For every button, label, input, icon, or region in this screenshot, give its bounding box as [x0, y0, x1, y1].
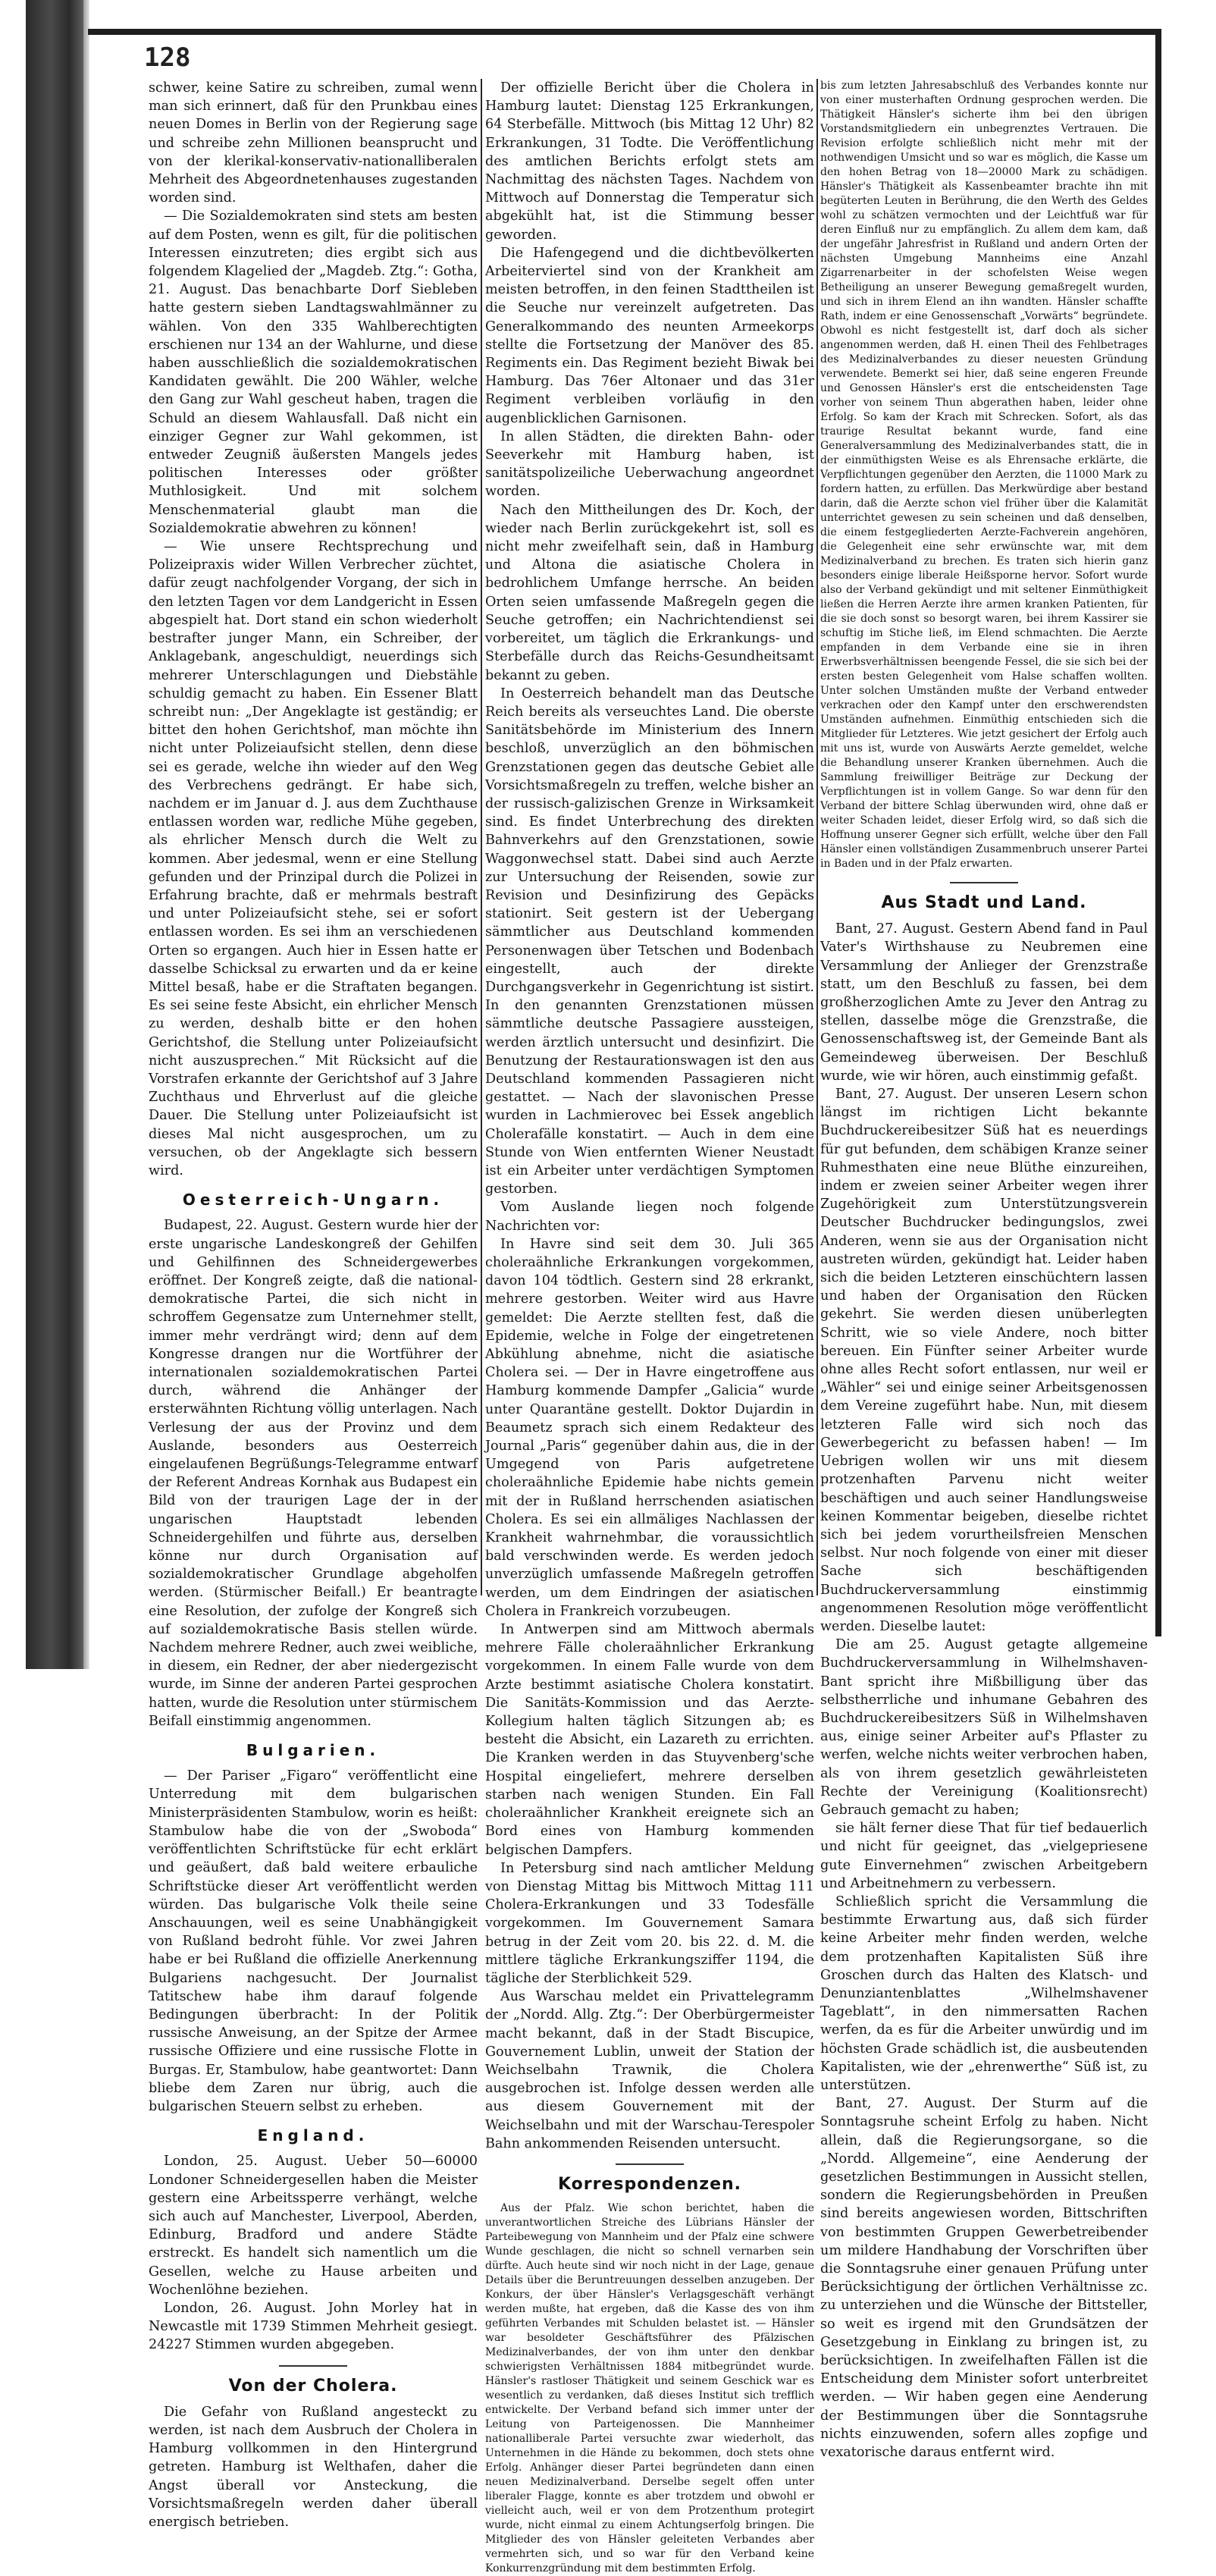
- section-heading-cholera: Von der Cholera.: [228, 2376, 398, 2396]
- article-paragraph: Die Gefahr von Rußland angesteckt zu werden, ist nach dem Ausbruch der Cholera in Hamburg vollkommen in den Hintergrund getreten. Hamburg ist Welthafen, daher die Angst überall vor Ansteckung, die Vorsichtsmaßregeln werden daher überall energisch betrieben.: [149, 2404, 478, 2530]
- section-heading-korrespondenzen: Korrespondenzen.: [557, 2174, 742, 2194]
- article-paragraph: In Havre sind seit dem 30. Juli 365 choleraähnliche Erkrankungen vorgekommen, davon 104 tödtlich. Gestern sind 28 erkrankt, mehrere gestorben. Weiter wird aus Havre gemeldet: Die Aerzte stellten fest, daß die Epidemie, welche in Folge der eingetretenen Abkühlung abnehme, nicht die asiatische Cholera sei. — Der in Havre eingetroffene aus Hamburg kommende Dampfer „Galicia“ wurde unter Quarantäne gestellt. Doktor Dujardin in Beaumetz sprach sich einem Redakteur des Journal „Paris“ gegenüber dahin aus, die in der Umgegend von Paris aufgetretene choleraähnliche Epidemie habe nichts gemein mit der in Rußland herrschenden asiatischen Cholera. Es sei ein allmäliges Nachlassen der Krankheit wahrnehmbar, die voraussichtlich bald verschwinden werde. Es werden jedoch unverzüglich umfassende Maßregeln getroffen werden, um dem Eindringen der asiatischen Cholera in Frankreich vorzubeugen.: [485, 1236, 814, 1619]
- page-gutter: [83, 0, 89, 1669]
- section-heading-bulgarien: Bulgarien.: [246, 1741, 381, 1760]
- column-rule: [816, 79, 818, 1595]
- article-paragraph: Der offizielle Bericht über die Cholera in Hamburg lautet: Dienstag 125 Erkrankungen, 64 Sterbefälle. Mittwoch (bis Mittag 12 Uhr) 82 Erkrankungen, 31 Todte. Die Veröffentlichung des amtlichen Berichts erfolgt stets am Nachmittag des nächsten Tages. Nachdem von Mittwoch auf Donnerstag die Temperatur sich abgekühlt hat, ist die Stimmung besser geworden.: [485, 80, 814, 243]
- book-spine: [26, 0, 88, 1669]
- section-heading-oesterreich: Oesterreich-Ungarn.: [182, 1191, 444, 1210]
- article-paragraph: London, 26. August. John Morley hat in Newcastle mit 1739 Stimmen Mehrheit gesiegt. 24227 Stimmen wurden abgegeben.: [149, 2300, 478, 2353]
- article-paragraph: Budapest, 22. August. Gestern wurde hier der erste ungarische Landeskongreß der Gehilfen und Gehilfinnen des Schneidergewerbes eröffnet. Der Kongreß zeigte, daß die national-demokratische Partei, die sich nicht in schroffem Gegensatze zum Unternehmer stellt, immer mehr verdrängt wird; denn auf dem Kongresse drangen nur die Wortführer der internationalen sozialdemokratischen Partei durch, während die Anhänger der ersterwähnten Richtung völlig unterlagen. Nach Verlesung der aus der Provinz und dem Auslande, besonders aus Oesterreich eingelaufenen Begrüßungs-Telegramme entwarf der Referent Andreas Kornhak aus Budapest ein Bild von der traurigen Lage der in der ungarischen Hauptstadt lebenden Schneidergehilfen und führte aus, derselben könne nur durch Organisation auf sozialdemokratischer Grundlage abgeholfen werden. (Stürmischer Beifall.) Er beantragte eine Resolution, der zufolge der Kongreß sich auf sozialdemokratische Basis stellen würde. Nachdem mehrere Redner, auch zwei weibliche, in diesem, ein Redner, der aber niedergezischt wurde, im Sinne der anderen Partei gesprochen hatten, wurde die Resolution unter stürmischem Beifall einstimmig angenommen.: [149, 1218, 478, 1729]
- article-paragraph: Aus Warschau meldet ein Privattelegramm der „Nordd. Allg. Ztg.“: Der Oberbürgermeister macht bekannt, daß in der Stadt Biscupice, Gouvernement Lublin, unweit der Station der Weichselbahn Trawnik, die Cholera ausgebrochen ist. Infolge dessen werden alle aus diesem Gouvernement mit der Weichselbahn und mit der Warschau-Terespoler Bahn ankommenden Reisenden untersucht.: [485, 1989, 814, 2151]
- resolution-paragraph: Die am 25. August getagte allgemeine Buchdruckerversammlung in Wilhelmshaven-Bant spricht ihre Mißbilligung über das selbstherrliche und inhumane Gebahren des Buchdruckereibesitzers Süß in Wilhelmshaven aus, einige seiner Arbeiter auf's Pflaster zu werfen, welche nichts weiter verbrochen haben, als von ihrem gesetzlich gewährleisteten Rechte der Vereinigung (Koalitionsrecht) Gebrauch gemacht zu haben;: [820, 1637, 1148, 1818]
- article-paragraph: In Petersburg sind nach amtlicher Meldung von Dienstag Mittag bis Mittwoch Mittag 111 Cholera-Erkrankungen und 33 Todesfälle vorgekommen. Im Gouvernement Samara betrug in der Zeit vom 20. bis 22. d. M. die mittlere tägliche Erkrankungsziffer 1194, die tägliche der Sterblichkeit 529.: [485, 1860, 814, 1986]
- column-left: [149, 79, 478, 2530]
- article-paragraph: In allen Städten, die direkten Bahn- oder Seeverkehr mit Hamburg haben, ist sanitätspolizeiliche Ueberwachung angeordnet worden.: [485, 428, 814, 500]
- article-paragraph: schwer, keine Satire zu schreiben, zumal wenn man sich erinnert, daß für den Prunkbau eines neuen Domes in Berlin von der Regierung sage und schreibe zehn Millionen beansprucht und von der klerikal-konservativ-nationalliberalen Mehrheit des Abgeordnetenhauses zugestanden worden sind.: [149, 80, 478, 206]
- article-paragraph: Aus der Pfalz. Wie schon berichtet, haben die unverantwortlichen Streiche des Lübrians Hänsler der Parteibewegung von Mannheim und der Pfalz eine schwere Wunde geschlagen, die nicht so schnell vernarben sein dürfte. Auch heute sind wir noch nicht in der Lage, genaue Details über die Beruntreuungen desselben anzugeben. Der Konkurs, der über Hänsler's Verlagsgeschäft verhängt werden mußte, hat ergeben, daß die Kasse des von ihm geführten Verbandes mit Schulden belastet ist. — Hänsler war besoldeter Geschäftsführer des Pfälzischen Medizinalverbandes, der von ihm unter den denkbar schwierigsten Verhältnissen 1884 mitbegründet wurde. Hänsler's rastloser Thätigkeit und seinem Geschick war es wesentlich zu verdanken, daß dieses Institut sich trefflich entwickelte. Der Verband befand sich immer unter der Leitung von Parteigenossen. Die Mannheimer nationalliberale Partei versuchte zwar wiederholt, das Unternehmen in die Hände zu bekommen, doch stets ohne Erfolg. Anhänger dieser Partei begründeten dann einen neuen Medizinalverband. Derselbe segelt offen unter liberaler Flagge, konnte es aber trotzdem und obwohl er vielleicht auch, weil er von dem Protzenthum protegirt wurde, nicht einmal zu einem Achtungserfolg bringen. Die Mitglieder des von Hänsler geleiteten Verbandes aber vermehrten sich, und so war für den Verband keine Konkurrenzgründung mit dem bestimmten Erfolg.: [485, 2202, 814, 2575]
- section-heading-england: England.: [257, 2126, 369, 2145]
- article-paragraph: — Der Pariser „Figaro“ veröffentlicht eine Unterredung mit dem bulgarischen Ministerpräsidenten Stambulow, worin es heißt: Stambulow habe die von der „Swoboda“ veröffentlichten Schriftstücke für echt erklärt und geäußert, daß bald weitere erbauliche Schriftstücke dieser Art veröffentlicht werden würden. Das bulgarische Volk theile seine Anschauungen, weil es seine Unabhängigkeit von Rußland bedroht fühle. Vor zwei Jahren habe er bei Rußland die offizielle Anerkennung Bulgariens nachgesucht. Der Journalist Tatitschew habe ihm darauf folgende Bedingungen überbracht: In der Politik russische Anweisung, an der Spitze der Armee russische Offiziere und eine russische Flotte in Burgas. Er, Stambulow, habe geantwortet: Dann bliebe dem Zaren nur übrig, auch die bulgarischen Steuern selbst zu erheben.: [149, 1768, 478, 2114]
- article-paragraph: In Antwerpen sind am Mittwoch abermals mehrere Fälle choleraähnlicher Erkrankung vorgekommen. In einem Falle wurde von dem Arzte bestimmt asiatische Cholera konstatirt. Die Sanitäts-Kommission und das Aerzte-Kollegium halten täglich Sitzungen ab; es besteht die Absicht, ein Lazareth zu errichten. Die Kranken werden in das Stuyvenberg'sche Hospital eingeliefert, mehrere derselben starben nach wenigen Stunden. Ein Fall choleraähnlicher Krankheit ereignete sich an Bord eines von Hamburg kommenden belgischen Dampfers.: [485, 1622, 814, 1858]
- article-paragraph: Nach den Mittheilungen des Dr. Koch, der wieder nach Berlin zurückgekehrt ist, soll es nicht mehr zweifelhaft sein, daß in Hamburg und Altona die asiatische Cholera in bedrohlichem Umfange herrsche. An beiden Orten seien umfassende Maßregeln gegen die Seuche getroffen; ein Nachrichtendienst sei vorbereitet, um täglich die Erkrankungs- und Sterbefälle durch das Reichs-Gesundheitsamt bekannt zu geben.: [485, 502, 814, 683]
- article-paragraph: — Wie unsere Rechtsprechung und Polizeipraxis wider Willen Verbrecher züchtet, dafür zeugt nachfolgender Vorgang, der sich in den letzten Tagen vor dem Landgericht in Essen abgespielt hat. Dort stand ein schon wiederholt bestrafter junger Mann, ein Schreiber, der Anklagebank, angeschuldigt, neuerdings sich mehrerer Unterschlagungen und Diebstähle schuldig gemacht zu haben. Ein Essener Blatt schreibt nun: „Der Angeklagte ist geständig; er bittet den hohen Gerichtshof, man möchte ihn nicht unter Polizeiaufsicht stellen, denn diese sei es gerade, welche ihn wieder auf den Weg des Verbrechens gedrängt. Er habe sich, nachdem er im Januar d. J. aus dem Zuchthause entlassen worden war, redliche Mühe gegeben, als ehrlicher Mensch durch die Welt zu kommen. Aber jedesmal, wenn er eine Stellung gefunden und der Prinzipal durch die Polizei in Erfahrung brachte, daß er mehrmals bestraft und unter Polizeiaufsicht stehe, sei er sofort entlassen worden. Es sei ihm an verschiedenen Orten so ergangen. Auch hier in Essen hatte er dasselbe Schicksal zu erwarten und da er keine Mittel besaß, habe er die Straftaten begangen. Es sei seine feste Absicht, ein ehrlicher Mensch zu werden, deshalb bitte er den hohen Gerichtshof, die Stellung unter Polizeiaufsicht nicht auszusprechen.“ Mit Rücksicht auf die Vorstrafen erkannte der Gerichtshof auf 3 Jahre Zuchthaus und Ehrverlust auf die gleiche Dauer. Die Stellung unter Polizeiaufsicht ist dieses Mal nicht ausgesprochen, um zu versuchen, ob der Angeklagte sich bessern wird.: [149, 539, 478, 1178]
- article-paragraph: London, 25. August. Ueber 50—60000 Londoner Schneidergesellen haben die Meister gestern eine Arbeitssperre verhängt, welche sich auch auf Manchester, Liverpool, Aberden, Edinburg, Bradford und andere Städte erstreckt. Es handelt sich namentlich um die Gesellen, welche zu Hause arbeiten und Wochenlöhne beziehen.: [149, 2154, 478, 2298]
- article-paragraph: — Die Sozialdemokraten sind stets am besten auf dem Posten, wenn es gilt, für die politischen Interessen einzutreten; dies ergibt sich aus folgendem Klagelied der „Magdeb. Ztg.“: Gotha, 21. August. Das benachbarte Dorf Siebleben hatte gestern sieben Landtagswahlmänner zu wählen. Von den 335 Wahlberechtigten erschienen nur 134 an der Wahlurne, und diese haben ausschließlich die sozialdemokratischen Kandidaten gewählt. Die 200 Wähler, welche den Gang zur Wahl gescheut haben, tragen die Schuld an diesem Wahlausfall. Daß nicht ein einziger Gegner zur Wahl gekommen, ist entweder Zeugniß äußersten Mangels jedes politischen Interesses oder größter Muthlosigkeit. Und mit solchem Menschenmaterial glaubt man die Sozialdemokratie abwehren zu können!: [149, 209, 478, 536]
- column-rule: [481, 79, 482, 1595]
- resolution-paragraph: Schließlich spricht die Versammlung die bestimmte Erwartung aus, daß sich fürder keine Arbeiter mehr finden werden, welche dem protzenhaften Kapitalisten Süß ihre Groschen durch das Halten des Klatsch- und Denunziantenblattes „Wilhelmshavener Tageblatt“, in den nimmersatten Rachen werfen, da es für die Arbeiter unwürdig und im höchsten Grade schädlich ist, die ausbeutenden Kapitalisten, wie der „ehrenwerthe“ Süß ist, zu unterstützen.: [820, 1894, 1148, 2093]
- column-middle: [485, 79, 814, 2575]
- top-border: [88, 29, 1158, 35]
- resolution-paragraph: sie hält ferner diese That für tief bedauerlich und nicht für geeignet, das „vielgepriesene gute Einvernehmen“ zwischen Arbeitgebern und Arbeitnehmern zu verbessern.: [820, 1821, 1148, 1891]
- section-divider: [616, 2163, 684, 2165]
- page-number: 128: [144, 42, 191, 73]
- section-divider: [279, 2365, 347, 2367]
- article-paragraph: Bant, 27. August. Der Sturm auf die Sonntagsruhe scheint Erfolg zu haben. Nicht allein, daß die Regierungsorgane, so die „Nordd. Allgemeine“, eine Aenderung der gesetzlichen Bestimmungen in Aussicht stellen, sondern die Regierungsbehörden in Preußen sind bereits angewiesen worden, Bittschriften von bestimmten Gruppen Gewerbetreibender um mildere Handhabung der Vorschriften über die Sonntagsruhe einer genauen Prüfung unter Berücksichtigung der örtlichen Verhältnisse zc. zu unterziehen und die Wünsche der Bittsteller, so weit es irgend mit den Grundsätzen der Gesetzgebung in Einklang zu bringen ist, zu berücksichtigen. In zweifelhaften Fällen ist die Entscheidung dem Minister sofort unterbreitet werden. — Wir haben gegen eine Aenderung der Bestimmungen über die Sonntagsruhe nichts einzuwenden, sofern alles zopfige und vexatorische daraus entfernt wird.: [820, 2096, 1148, 2461]
- article-paragraph: Bant, 27. August. Der unseren Lesern schon längst im richtigen Licht bekannte Buchdruckereibesitzer Süß hat es neuerdings für gut befunden, dem schäbigen Kranze seiner Ruhmesthaten eine neue Blüthe einzureihen, indem er zweien seiner Arbeiter wegen ihrer Zugehörigkeit zum Unterstützungsverein Deutscher Buchdrucker bedingungslos, zwei Anderen, wenn sie aus der Organisation nicht austreten würden, gekündigt hat. Leider haben sich die beiden Letzteren einschüchtern lassen und haben der Organisation den Rücken gekehrt. Sie werden diesen unüberlegten Schritt, wie so viele Andere, noch bitter bereuen. Ein Fünfter seiner Arbeiter wurde ohne alles Recht sofort entlassen, nur weil er „Wähler“ sei und einige seiner Arbeitsgenossen dem Vereine zugeführt habe. Nun, mit diesem letzteren Falle wird sich noch das Gewerbegericht zu befassen haben! — Im Uebrigen wollen wir uns mit diesem protzenhaften Parvenu nicht weiter beschäftigen und auch seiner Handlungsweise keinen Kommentar beigeben, dieselbe richtet sich bei jedem vorurtheilsfreien Menschen selbst. Nur noch folgende von einer mit dieser Sache sich beschäftigenden Buchdruckerversammlung einstimmig angenommenen Resolution möge veröffentlicht werden. Dieselbe lautet:: [820, 1087, 1148, 1634]
- column-right: [820, 79, 1148, 2461]
- section-heading-stadt-land: Aus Stadt und Land.: [881, 893, 1087, 912]
- section-divider: [950, 882, 1018, 883]
- article-paragraph: Bant, 27. August. Gestern Abend fand in Paul Vater's Wirthshause zu Neubremen eine Versammlung der Anlieger der Grenzstraße statt, um den Beschluß zu fassen, bei dem großherzoglichen Amte zu Jever den Antrag zu stellen, dasselbe möge die Grenzstraße, die Genossenschaftsweg ist, der Gemeinde Bant als Gemeindeweg überweisen. Der Beschluß wurde, wie wir hören, auch einstimmig gefaßt.: [820, 921, 1148, 1084]
- article-paragraph: Vom Auslande liegen noch folgende Nachrichten vor:: [485, 1200, 814, 1234]
- right-border: [1155, 29, 1161, 1636]
- article-paragraph: bis zum letzten Jahresabschluß des Verbandes konnte nur von einer musterhaften Ordnung gesprochen werden. Die Thätigkeit Hänsler's sicherte ihm bei den übrigen Vorstandsmitgliedern ein unbegrenztes Vertrauen. Die Revision erfolgte schließlich nicht mehr mit der nothwendigen Umsicht und so war es möglich, die Kasse um den hohen Betrag von 18—20000 Mark zu schädigen. Hänsler's Thätigkeit als Kassenbeamter brachte ihn mit begüterten Leuten in Berührung, die den Werth des Geldes wohl zu schätzen vermochten und der Leichtfuß war für deren Einfluß nur zu empfänglich. Zu allem dem kam, daß der ungefähr Jahresfrist in Rußland und andern Orten der nächsten Umgebung Mannheims eine Anzahl Zigarrenarbeiter in der schofelsten Weise wegen Betheiligung an unserer Bewegung gemaßregelt wurden, und sich in ihrem Elend an ihn wandten. Hänsler schaffte Rath, indem er eine Genossenschaft „Vorwärts“ begründete. Obwohl es nicht festgestellt ist, darf doch als sicher angenommen werden, daß H. einen Theil des Fehlbetrages des Medizinalverbandes zu dieser neuesten Gründung verwendete. Bemerkt sei hier, daß seine engeren Freunde und Genossen Hänsler's erst die entscheidensten Tage vorher von seinem Thun abgerathen haben, leider ohne Erfolg. So kam der Krach mit Schrecken. Sofort, als das traurige Resultat bekannt wurde, fand eine Generalversammlung des Medizinalverbandes statt, die in der einmüthigsten Weise es als Ehrensache erklärte, die Verpflichtungen gegenüber den Aerzten, die 11000 Mark zu fordern hatten, zu erfüllen. Das Merkwürdige aber bestand darin, daß die Aerzte schon viel früher über die Kalamität unterrichtet gewesen zu sein scheinen und daß denselben, die einem festgegliederten Aerzte-Fachverein angehören, die Gelegenheit eine sehr erwünschte war, mit dem Medizinalverband zu brechen. Es traten sich hierin ganz besonders einige liberale Heißsporne hervor. Sofort wurde also der Verband gekündigt und mit seltener Einmüthigkeit ließen die Herren Aerzte ihre armen kranken Patienten, für die sie doch sonst so besorgt waren, bei ihrem Kassirer sie schuftig im Stiche ließ, im Elend schmachten. Die Aerzte empfanden in dem Verbande eine sie in ihren Erwerbsverhältnissen beengende Fessel, die sie sich bei der ersten besten Gelegenheit vom Halse schaffen wollten. Unter solchen Umständen mußte der Verband entweder verkrachen oder den Kampf unter den erschwerendsten Umständen aufnehmen. Einmüthig entschieden sich die Mitglieder für Letzteres. Wie jetzt gesichert der Erfolg auch mit uns ist, wurde von Auswärts Aerzte gemeldet, welche die Behandlung unserer Kranken übernehmen. Auch die Sammlung freiwilliger Beiträge zur Deckung der Verpflichtungen ist in vollem Gange. So war denn für den Verband der bittere Schlag überwunden wird, ohne daß er weiter Schaden leidet, dieser Erfolg wird, so daß sich die Hoffnung unserer Gegner sich erfüllt, welche über den Fall Hänsler einen vollständigen Zusammenbruch unserer Partei in Baden und in der Pfalz erwarten.: [820, 80, 1148, 870]
- article-paragraph: In Oesterreich behandelt man das Deutsche Reich bereits als verseuchtes Land. Die oberste Sanitätsbehörde im Ministerium des Innern beschloß, unverzüglich an den böhmischen Grenzstationen gegen das deutsche Gebiet alle Vorsichtsmaßregeln zu treffen, welche bisher an der russisch-galizischen Grenze in Wirksamkeit sind. Es findet Unterbrechung des direkten Bahnverkehrs auf den Grenzstationen, sowie Waggonwechsel statt. Dabei sind auch Aerzte zur Untersuchung der Reisenden, sowie zur Revision und Desinfizirung des Gepäcks stationirt. Seit gestern ist der Uebergang sämmtlicher aus Deutschland kommenden Personenwagen über Tetschen und Bodenbach eingestellt, auch der direkte Durchgangsverkehr in Gegenrichtung ist sistirt. In den genannten Grenzstationen müssen sämmtliche deutsche Passagiere aussteigen, werden ärztlich untersucht und desinfizirt. Die Benutzung der Restaurationswagen ist den aus Deutschland kommenden Passagieren nicht gestattet. — Nach der slavonischen Presse wurden in Lachmierovec bei Essek angeblich Cholerafälle konstatirt. — Auch in dem eine Stunde von Wien entfernten Wiener Neustadt ist ein Arbeiter unter verdächtigen Symptomen gestorben.: [485, 686, 814, 1197]
- article-paragraph: Die Hafengegend und die dichtbevölkerten Arbeiterviertel sind von der Krankheit am meisten betroffen, in den feinen Stadttheilen ist die Seuche nur vereinzelt aufgetreten. Das Generalkommando des neunten Armeekorps stellte die Fortsetzung der Manöver des 85. Regiments ein. Das Regiment bezieht Biwak bei Hamburg. Das 76er Altonaer und das 31er Regiment verbleiben vorläufig in den augenblicklichen Garnisonen.: [485, 245, 814, 426]
